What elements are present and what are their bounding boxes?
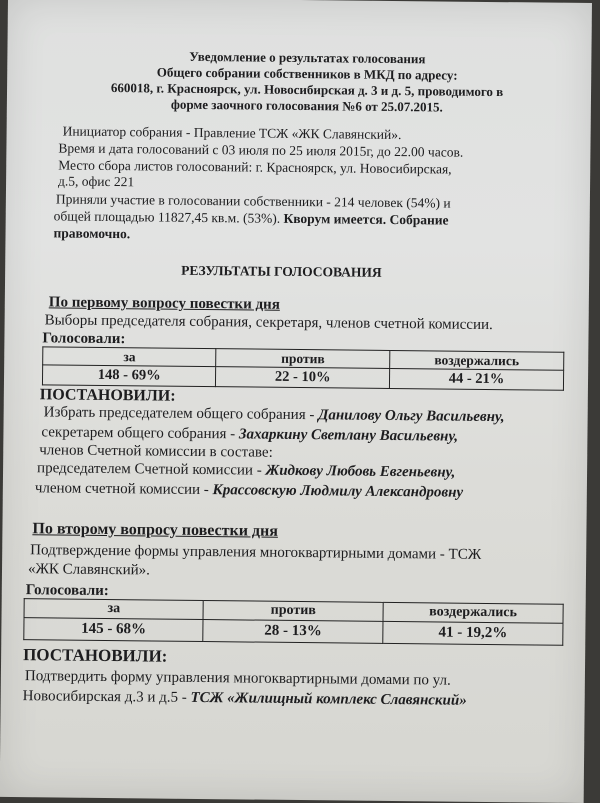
q2-text-line-2: «ЖК Славянский». <box>27 561 151 579</box>
q1-resolution-commission-member <box>35 479 463 501</box>
q1-voted-label: Голосовали: <box>42 330 126 348</box>
q2-votes-value-row <box>24 618 563 646</box>
q2-value-abstain: 41 - 19,2% <box>383 621 563 645</box>
q1-resolution-commission-chair <box>37 459 455 481</box>
area-text: общей площадью 11827,45 кв.м. (53%). <box>53 208 284 226</box>
q2-hoa-name: ТСЖ «Жилищный комплекс Славянский» <box>190 689 467 709</box>
q2-resolution-text: Новосибирская д.3 и д.5 - <box>22 688 191 706</box>
q1-commission-member-name: Крассовскую Людмилу Александровну <box>212 482 464 501</box>
q2-voted-label: Голосовали: <box>25 582 109 600</box>
q1-commission-chair-role: председателем Счетной комиссии - <box>36 460 266 479</box>
q2-value-for: 145 - 68% <box>24 618 204 642</box>
q1-votes-table <box>42 346 564 390</box>
q1-value-for: 148 - 69% <box>42 365 216 387</box>
quorum-text: Кворум имеется. Собрание <box>283 210 449 228</box>
q1-resolution-commission: членов Счетной комиссии в составе: <box>39 442 273 461</box>
q1-secretary-name: Захаркину Светлану Васильевну, <box>238 426 459 445</box>
q1-resolution-chair <box>44 403 505 426</box>
q2-resolved-label: ПОСТАНОВИЛИ: <box>23 645 168 666</box>
q1-header-for: за <box>43 347 217 367</box>
participation-line-1: Приняли участие в голосовании собственники - 214 человек (54%) и <box>55 191 451 211</box>
q2-resolution-line-2 <box>23 687 467 710</box>
q1-chair-name: Данилову Ольгу Васильевну, <box>318 407 505 426</box>
q2-header-against: против <box>203 601 383 622</box>
q2-votes-table <box>23 598 563 646</box>
q1-header-against: против <box>216 349 390 369</box>
voting-time-line: Время и дата голосований с 03 июля по 25 июля 2015г, до 22.00 часов. <box>58 140 464 160</box>
participation-line-3: правомочно. <box>53 225 131 242</box>
initiator-line: Инициатор собрания - Правление ТСЖ «ЖК Славянский». <box>62 123 402 143</box>
q2-resolution-line-1: Подтвердить форму управления многоквартирными домами по ул. <box>24 668 451 689</box>
q1-secretary-role: секретарем общего собрания - <box>41 424 240 443</box>
notice-title-line-2: Общего собрании собственников в МКД по адресу: <box>156 64 458 83</box>
notice-title-line-4: форме заочного голосования №6 от 25.07.2015. <box>170 96 443 115</box>
notice-title-line-1: Уведомление о результатах голосования <box>189 48 426 67</box>
q1-resolved-label: ПОСТАНОВИЛИ: <box>39 386 176 405</box>
q1-header-abstain: воздержались <box>390 350 564 370</box>
q1-chair-role: Избрать председателем общего собрания - <box>43 404 319 424</box>
q2-text-line-1: Подтверждение формы управления многоквартирными домами - ТСЖ <box>30 542 482 563</box>
q1-value-abstain: 44 - 21% <box>389 368 563 390</box>
q1-value-against: 22 - 10% <box>216 367 390 389</box>
q1-text: Выборы председателя собрания, секретаря, членов счетной комиссии. <box>44 312 493 334</box>
q2-value-against: 28 - 13% <box>203 620 383 644</box>
q1-commission-chair-name: Жидкову Любовь Евгеньевну, <box>265 462 456 481</box>
results-title: РЕЗУЛЬТАТЫ ГОЛОСОВАНИЯ <box>181 262 382 280</box>
q2-header-abstain: воздержались <box>383 602 563 623</box>
collection-place-line-1: Место сбора листов голосований: г. Красноярск, ул. Новосибирская, <box>58 157 452 177</box>
collection-place-line-2: д.5, офис 221 <box>58 173 135 190</box>
q2-heading: По второму вопросу повестки дня <box>32 520 279 540</box>
q1-heading: По первому вопросу повестки дня <box>48 294 280 313</box>
notice-title-line-3: 660018, г. Красноярск, ул. Новосибирская д. 3 и д. 5, проводимого в <box>110 80 504 100</box>
q1-commission-member-role: членом счетной комиссии - <box>34 480 213 499</box>
q2-header-for: за <box>24 599 204 620</box>
